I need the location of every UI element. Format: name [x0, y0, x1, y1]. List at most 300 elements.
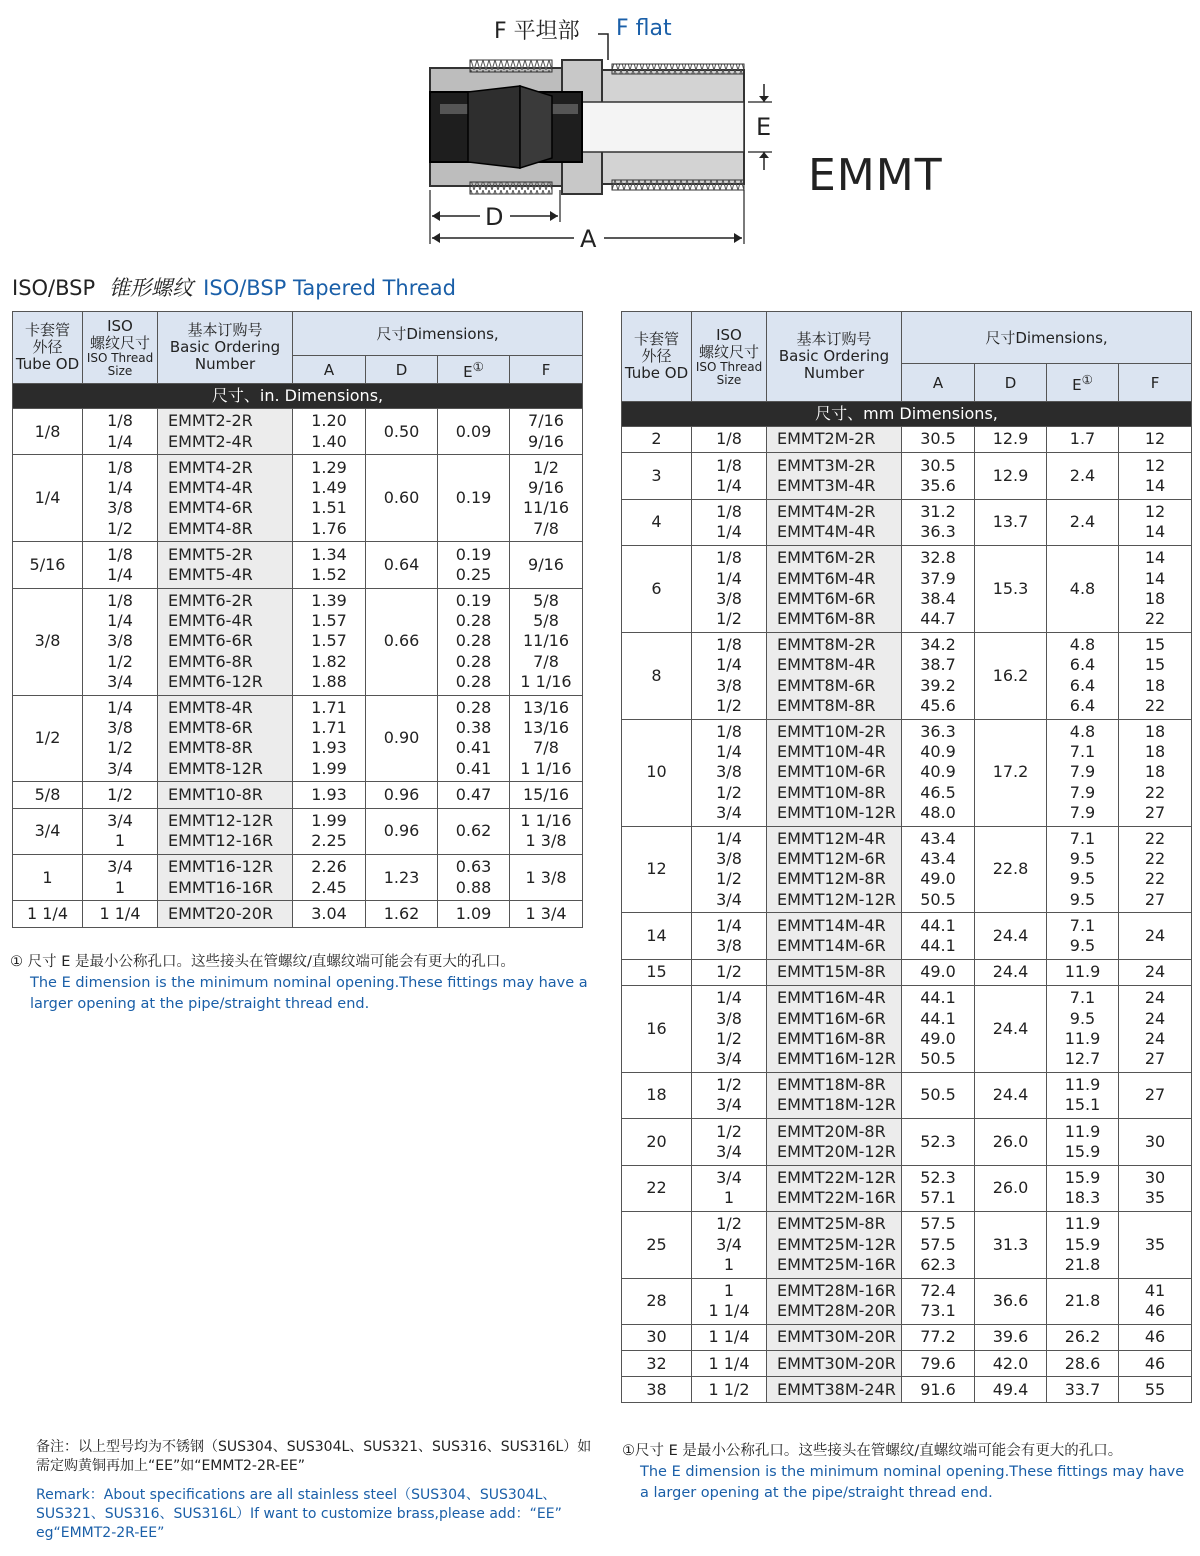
cell-d-value: 1.62 [383, 903, 420, 923]
cell-d [975, 1211, 1047, 1278]
cell-ordering-number-value: EMMT8-12R [168, 758, 263, 778]
cell-f-value: 22 [1144, 782, 1166, 802]
cell-a-value: 1.93 [311, 738, 347, 758]
cell-e [1047, 545, 1119, 632]
cell-e-value: 0.41 [455, 738, 492, 758]
cell-e [1047, 1211, 1119, 1278]
table-row [13, 808, 583, 854]
table-row [622, 985, 1192, 1072]
cell-thread [692, 719, 767, 826]
cell-e-value: 9.5 [1069, 869, 1096, 889]
cell-tube-od: 30 [622, 1324, 692, 1350]
cell-thread-value: 1/2 [716, 609, 742, 629]
cell-ordering-number [158, 854, 293, 900]
cell-thread-value: 3/4 [716, 1095, 742, 1115]
cell-f-value: 7/8 [533, 738, 559, 758]
cell-a-value: 36.3 [920, 522, 956, 542]
header-dimensions: 尺寸Dimensions, [293, 312, 583, 356]
cell-e [438, 808, 510, 854]
cell-f-value: 12 [1144, 429, 1166, 449]
cell-tube-od: 18 [622, 1072, 692, 1118]
cell-d-value: 0.66 [383, 631, 420, 651]
cell-thread [692, 826, 767, 913]
cell-thread [692, 1072, 767, 1118]
cell-d [975, 1119, 1047, 1165]
table-row [13, 455, 583, 542]
cell-d-value: 26.0 [992, 1178, 1029, 1198]
cell-a [293, 901, 366, 927]
table-row [622, 499, 1192, 545]
cell-e-value: 7.9 [1069, 803, 1096, 822]
cell-thread-value: 1/4 [107, 697, 133, 717]
cell-ordering-number-value: EMMT16M-4R [777, 988, 886, 1008]
table-row [622, 427, 1192, 453]
table-row [13, 695, 583, 782]
cell-e-value: 0.19 [455, 488, 492, 508]
cell-a-value: 40.9 [920, 762, 956, 782]
cell-f-value: 9/16 [528, 431, 564, 451]
cell-a-value: 79.6 [920, 1353, 956, 1373]
cell-e-value: 0.41 [455, 758, 492, 778]
cell-thread-value: 3/8 [716, 936, 742, 956]
cell-d-value: 0.60 [383, 488, 420, 508]
cell-f-value: 27 [1144, 803, 1166, 822]
inch-table-body [13, 384, 583, 928]
cell-a-value: 77.2 [920, 1327, 956, 1347]
cell-d-value: 16.2 [992, 665, 1029, 685]
cell-thread [692, 913, 767, 959]
cell-e [1047, 1119, 1119, 1165]
cell-a-value: 62.3 [920, 1254, 956, 1274]
cell-f [1119, 545, 1192, 632]
cell-ordering-number-value: EMMT10M-6R [777, 762, 886, 782]
cell-thread-value: 1 1/4 [708, 1327, 750, 1347]
cell-a-value: 32.8 [920, 548, 956, 568]
cell-d [975, 1165, 1047, 1211]
cell-tube-od: 2 [622, 427, 692, 453]
cell-e-value: 6.4 [1069, 655, 1096, 675]
cell-f-value: 14 [1144, 548, 1166, 568]
cell-a-value: 1.57 [311, 631, 347, 651]
cell-e [1047, 427, 1119, 453]
cell-a [902, 1119, 975, 1165]
cell-ordering-number-value: EMMT2-2R [168, 411, 253, 431]
cell-thread-value: 3/8 [107, 498, 133, 518]
cell-f-value: 22 [1144, 849, 1166, 869]
cell-f-value: 24 [1144, 925, 1166, 945]
cell-a-value: 1.93 [311, 784, 347, 804]
cell-thread-value: 1/8 [107, 457, 133, 477]
cell-e-value: 0.09 [455, 421, 492, 441]
cell-ordering-number [158, 901, 293, 927]
cell-f [510, 782, 583, 808]
cell-f-value: 1/2 [533, 457, 559, 477]
cell-a [293, 542, 366, 588]
nut-thread-top [470, 60, 552, 72]
cell-ordering-number [767, 826, 902, 913]
cell-ordering-number [158, 588, 293, 695]
cell-a-value: 1.71 [311, 697, 347, 717]
cell-f-value: 11/16 [522, 498, 570, 518]
cell-f [1119, 1165, 1192, 1211]
cell-a-value: 50.5 [920, 889, 956, 909]
cell-e-value: 7.1 [1069, 988, 1096, 1008]
cell-tube-od: 20 [622, 1119, 692, 1165]
cell-d-value: 12.9 [992, 429, 1029, 449]
cell-thread-value: 1/4 [107, 564, 133, 584]
cell-thread-value: 1/8 [716, 429, 742, 449]
cell-a-value: 45.6 [920, 695, 956, 715]
cell-e-value: 15.9 [1064, 1167, 1101, 1187]
cell-a-value: 30.5 [920, 429, 956, 449]
cell-d-value: 39.6 [992, 1327, 1029, 1347]
cell-e [1047, 719, 1119, 826]
cell-ordering-number-value: EMMT4M-4R [777, 522, 876, 542]
cell-thread-value: 3/8 [107, 631, 133, 651]
cell-e [438, 409, 510, 455]
cell-e-value: 11.9 [1064, 1214, 1101, 1234]
cell-a-value: 40.9 [920, 742, 956, 762]
cell-f-value: 18 [1144, 721, 1166, 741]
cell-thread-value: 1/4 [107, 431, 133, 451]
cell-f [1119, 985, 1192, 1072]
cell-d-value: 24.4 [992, 1085, 1029, 1105]
cell-a-value: 1.40 [311, 431, 347, 451]
cell-a-value: 36.3 [920, 721, 956, 741]
cell-f-value: 7/8 [533, 651, 559, 671]
cell-tube-od: 8 [622, 632, 692, 719]
remark-cn: 备注：以上型号均为不锈钢（SUS304、SUS304L、SUS321、SUS316、SUS316L）如需定购黄铜再加上“EE”如“EMMT2-2R-EE” [36, 1439, 592, 1474]
cell-ordering-number [158, 695, 293, 782]
cell-tube-od: 32 [622, 1351, 692, 1377]
cell-tube-od: 25 [622, 1211, 692, 1278]
cell-a [902, 427, 975, 453]
cell-ordering-number-value: EMMT8-4R [168, 697, 253, 717]
cell-f-value: 22 [1144, 869, 1166, 889]
cell-e-value: 21.8 [1064, 1254, 1101, 1274]
cell-d-value: 42.0 [992, 1353, 1029, 1373]
cell-f [1119, 826, 1192, 913]
cell-thread-value: 1/4 [716, 475, 742, 495]
cell-f [510, 901, 583, 927]
cell-d [975, 1072, 1047, 1118]
cell-tube-od: 3 [622, 453, 692, 499]
cell-f-value: 41 [1144, 1280, 1166, 1300]
cell-f-value: 27 [1144, 1049, 1166, 1069]
cell-ordering-number-value: EMMT6M-4R [777, 568, 876, 588]
footnote-left [10, 952, 595, 1015]
cell-e-value: 26.2 [1064, 1327, 1101, 1347]
cell-thread-value: 1/2 [716, 1028, 742, 1048]
cell-thread-value: 3/8 [716, 849, 742, 869]
cell-tube-od: 3/4 [13, 808, 83, 854]
cell-e [1047, 1165, 1119, 1211]
cell-f-value: 18 [1144, 588, 1166, 608]
cell-thread-value: 1 [723, 1280, 735, 1300]
cell-tube-od: 1 [13, 854, 83, 900]
cell-ordering-number-value: EMMT2M-2R [777, 429, 876, 449]
cell-a [902, 453, 975, 499]
cell-d [366, 455, 438, 542]
cell-f [1119, 913, 1192, 959]
cell-d [366, 409, 438, 455]
cell-tube-od: 1/4 [13, 455, 83, 542]
cell-a [902, 719, 975, 826]
cell-d [366, 588, 438, 695]
cell-f-value: 1 1/16 [520, 758, 572, 778]
cell-e-value: 9.5 [1069, 849, 1096, 869]
cell-f [1119, 719, 1192, 826]
cell-thread [83, 854, 158, 900]
cell-ordering-number-value: EMMT8-8R [168, 738, 253, 758]
cell-a-value: 50.5 [920, 1085, 956, 1105]
cell-ordering-number-value: EMMT10-8R [168, 784, 263, 804]
cell-thread [692, 1211, 767, 1278]
cell-e [1047, 1278, 1119, 1324]
cell-e-value: 0.19 [455, 590, 492, 610]
cell-thread [692, 545, 767, 632]
cell-d-value: 0.96 [383, 821, 420, 841]
cell-ordering-number [767, 545, 902, 632]
cell-d [366, 808, 438, 854]
label-a: A [580, 225, 597, 253]
table-row [13, 901, 583, 927]
cell-d-value: 12.9 [992, 465, 1029, 485]
table-row [13, 409, 583, 455]
cell-thread [83, 409, 158, 455]
cell-thread-value: 3/4 [716, 1141, 742, 1161]
cell-ordering-number [767, 1377, 902, 1403]
cell-f-value: 27 [1144, 1085, 1166, 1105]
cell-f [1119, 453, 1192, 499]
cell-tube-od: 38 [622, 1377, 692, 1403]
table-row [622, 719, 1192, 826]
cell-e [1047, 959, 1119, 985]
cell-d [975, 1377, 1047, 1403]
cell-thread-value: 1/2 [716, 782, 742, 802]
cell-ordering-number-value: EMMT22M-12R [777, 1167, 896, 1187]
cell-ordering-number-value: EMMT2-4R [168, 431, 253, 451]
cell-tube-od: 6 [622, 545, 692, 632]
cell-ordering-number [767, 1165, 902, 1211]
cell-thread-value: 1 [723, 1188, 735, 1208]
cell-a [902, 959, 975, 985]
cell-e [438, 854, 510, 900]
cell-ordering-number-value: EMMT38M-24R [777, 1379, 896, 1399]
cell-thread-value: 1/2 [107, 518, 133, 538]
header-iso-thread: ISO 螺纹尺寸 ISO Thread Size [83, 312, 158, 384]
cell-e-value: 6.4 [1069, 675, 1096, 695]
cell-d-value: 31.3 [992, 1234, 1029, 1254]
cell-d [975, 1278, 1047, 1324]
cell-tube-od: 14 [622, 913, 692, 959]
cell-a [902, 1377, 975, 1403]
cell-d-value: 0.64 [383, 554, 420, 574]
cell-tube-od: 15 [622, 959, 692, 985]
cell-f-value: 22 [1144, 695, 1166, 715]
mm-header-col-e: E① [1047, 364, 1119, 402]
cell-thread-value: 1/8 [716, 635, 742, 655]
header-col-a: A [293, 356, 366, 384]
cell-e [1047, 913, 1119, 959]
cell-thread-value: 3/8 [716, 1008, 742, 1028]
cell-a-value: 49.0 [920, 962, 956, 982]
cell-e-value: 7.1 [1069, 742, 1096, 762]
cell-ordering-number [158, 782, 293, 808]
cell-ordering-number-value: EMMT28M-16R [777, 1280, 896, 1300]
cell-thread-value: 3/4 [107, 758, 133, 778]
male-thread-bottom [612, 180, 744, 190]
mm-header-tube-od: 卡套管 外径 Tube OD [622, 312, 692, 402]
cell-e-value: 28.6 [1064, 1353, 1101, 1373]
cell-ordering-number [767, 913, 902, 959]
cell-a-value: 50.5 [920, 1049, 956, 1069]
cell-thread-value: 1/2 [107, 651, 133, 671]
cell-ordering-number-value: EMMT8M-6R [777, 675, 876, 695]
cell-e-value: 4.8 [1069, 721, 1096, 741]
cell-f [510, 409, 583, 455]
cell-tube-od: 5/16 [13, 542, 83, 588]
cell-thread-value: 1/4 [716, 522, 742, 542]
cell-d [366, 782, 438, 808]
cell-tube-od: 1 1/4 [13, 901, 83, 927]
cell-e-value: 2.4 [1069, 512, 1096, 532]
cell-d [366, 542, 438, 588]
cell-ordering-number [767, 959, 902, 985]
nut-thread-bottom [470, 182, 552, 194]
cell-a-value: 38.4 [920, 588, 956, 608]
cell-thread-value: 1/4 [716, 828, 742, 848]
cell-e-value: 11.9 [1064, 1075, 1101, 1095]
unit-row-mm: 尺寸、mm Dimensions, [622, 402, 1192, 427]
cell-tube-od: 28 [622, 1278, 692, 1324]
cell-d-value: 24.4 [992, 962, 1029, 982]
cell-ordering-number-value: EMMT6-6R [168, 631, 253, 651]
cell-ordering-number-value: EMMT16-12R [168, 857, 274, 877]
cell-ordering-number-value: EMMT12-12R [168, 810, 274, 830]
flat-leader-line [598, 34, 608, 60]
table-row [622, 1119, 1192, 1165]
cell-thread [692, 427, 767, 453]
cell-thread [83, 455, 158, 542]
label-e: E [756, 113, 772, 141]
cell-thread-value: 1/4 [716, 568, 742, 588]
cell-ordering-number-value: EMMT4M-2R [777, 501, 876, 521]
cell-f-value: 55 [1144, 1379, 1166, 1399]
cell-f-value: 22 [1144, 828, 1166, 848]
cell-a-value: 52.3 [920, 1167, 956, 1187]
cell-d [975, 1324, 1047, 1350]
cell-a [293, 409, 366, 455]
cell-f [1119, 1278, 1192, 1324]
cell-a-value: 91.6 [920, 1379, 956, 1399]
cell-e-value: 15.1 [1064, 1095, 1101, 1115]
cell-f-value: 14 [1144, 475, 1166, 495]
cell-e-value: 0.19 [455, 544, 492, 564]
cell-thread-value: 3/4 [716, 803, 742, 822]
cell-f [510, 455, 583, 542]
cell-tube-od: 3/8 [13, 588, 83, 695]
cell-f-value: 1 3/4 [525, 903, 567, 923]
cell-d [975, 499, 1047, 545]
cell-a-value: 72.4 [920, 1280, 956, 1300]
cell-ordering-number-value: EMMT28M-20R [777, 1301, 896, 1321]
cell-a-value: 43.4 [920, 828, 956, 848]
cell-d [975, 985, 1047, 1072]
cell-f-value: 11/16 [522, 631, 570, 651]
cell-e-value: 0.38 [455, 718, 492, 738]
cell-a [293, 854, 366, 900]
cell-ordering-number [767, 719, 902, 826]
cell-f-value: 1 1/16 [520, 672, 572, 692]
cell-e-value: 0.88 [455, 877, 492, 897]
cell-a-value: 57.5 [920, 1234, 956, 1254]
cell-thread-value: 3/4 [716, 889, 742, 909]
model-name: EMMT [808, 150, 943, 201]
cell-f [1119, 1119, 1192, 1165]
cell-thread-value: 1/4 [107, 477, 133, 497]
cell-f [1119, 1211, 1192, 1278]
mm-dimension-table [621, 311, 1192, 1403]
unit-row-inch: 尺寸、in. Dimensions, [13, 384, 583, 409]
cell-thread-value: 1/8 [716, 501, 742, 521]
cell-thread-value: 1 [114, 831, 126, 851]
cell-a [293, 695, 366, 782]
cell-a [902, 1211, 975, 1278]
cell-ordering-number-value: EMMT12-16R [168, 831, 274, 851]
cell-a [902, 1165, 975, 1211]
cell-a [902, 632, 975, 719]
cell-a-value: 44.7 [920, 609, 956, 629]
cell-d [975, 453, 1047, 499]
mm-header-iso-thread: ISO 螺纹尺寸 ISO Thread Size [692, 312, 767, 402]
cell-a [902, 1278, 975, 1324]
cell-thread-value: 1/4 [716, 915, 742, 935]
cell-ordering-number-value: EMMT5-2R [168, 544, 253, 564]
cell-f-value: 18 [1144, 762, 1166, 782]
cell-ordering-number [158, 808, 293, 854]
cell-thread [83, 808, 158, 854]
cell-thread [83, 782, 158, 808]
cell-thread-value: 1/4 [716, 655, 742, 675]
cell-a-value: 1.88 [311, 672, 347, 692]
cell-f-value: 9/16 [528, 554, 564, 574]
inch-dimension-table [12, 311, 583, 928]
cell-thread-value: 3/8 [716, 762, 742, 782]
label-d: D [485, 203, 504, 231]
cell-thread-value: 1 1/4 [99, 903, 141, 923]
cell-thread [692, 1324, 767, 1350]
cell-d [975, 719, 1047, 826]
cell-d [975, 632, 1047, 719]
cell-e-value: 7.1 [1069, 828, 1096, 848]
cell-thread [692, 1165, 767, 1211]
cell-thread [83, 542, 158, 588]
cell-f-value: 24 [1144, 988, 1166, 1008]
cell-ordering-number-value: EMMT16M-6R [777, 1008, 886, 1028]
cell-ordering-number [767, 1119, 902, 1165]
cell-ordering-number-value: EMMT4-2R [168, 457, 253, 477]
cell-f-value: 12 [1144, 455, 1166, 475]
table-row [622, 1072, 1192, 1118]
cell-d-value: 24.4 [992, 925, 1029, 945]
cell-a-value: 43.4 [920, 849, 956, 869]
cell-ordering-number-value: EMMT16-16R [168, 877, 274, 897]
cell-thread-value: 1 1/2 [708, 1379, 750, 1399]
cell-ordering-number-value: EMMT3M-2R [777, 455, 876, 475]
male-thread-top [612, 64, 744, 74]
heading-prefix: ISO/BSP [12, 276, 96, 300]
